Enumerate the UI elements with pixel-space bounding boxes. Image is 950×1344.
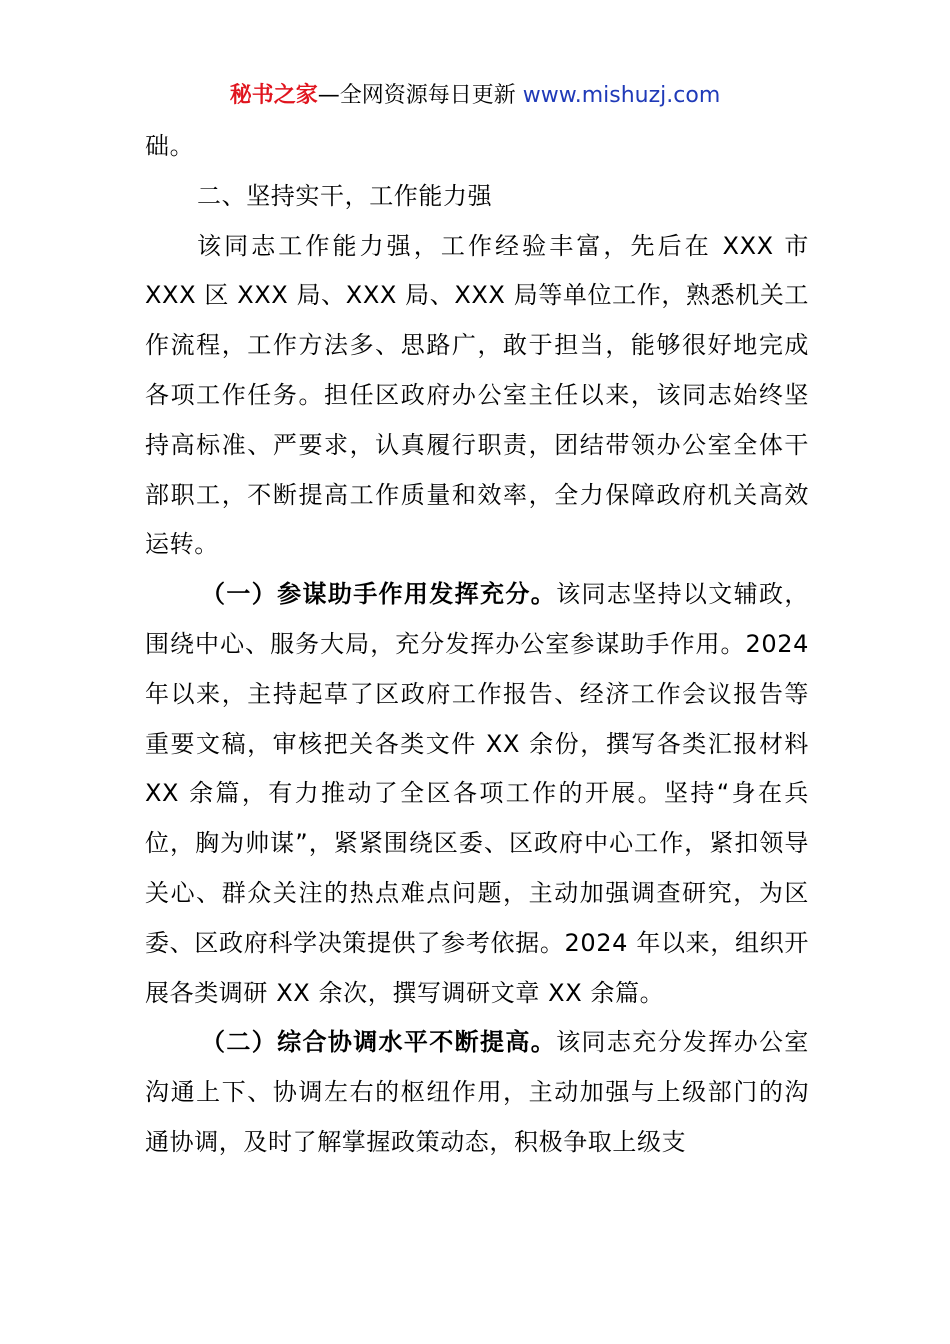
- site-url[interactable]: www.mishuzj.com: [522, 83, 721, 108]
- paragraph-continuation: [145, 122, 809, 172]
- document-body: [145, 122, 809, 1168]
- brand-name: 秘书之家: [229, 83, 318, 108]
- section-heading-text: 二、坚持实干，工作能力强: [197, 181, 493, 210]
- paragraph-text: 础。: [145, 132, 195, 160]
- paragraph: [145, 1018, 809, 1167]
- section-heading: [145, 172, 809, 222]
- paragraph-text: 该同志工作能力强，工作经验丰富，先后在 XXX 市 XXX 区 XXX 局、XXX 局、XXX 局等单位工作，熟悉机关工作流程，工作方法多、思路广，敢于担当，能够很好地完成各项工作任务。担任区政府办公室主任以来，该同志始终坚持高标准、严要求，认真履行职责，团结带领办公室全体干部职工，不断提高工作质量和效率，全力保障政府机关高效运转。: [145, 231, 809, 559]
- tagline: —全网资源每日更新: [317, 83, 516, 108]
- paragraph-text: 该同志充分发挥办公室沟通上下、协调左右的枢纽作用，主动加强与上级部门的沟通协调，及时了解掌握政策动态，积极争取上级支: [145, 1028, 809, 1156]
- subsection-heading: （一）参谋助手作用发挥充分。: [201, 580, 557, 609]
- site-header: [0, 80, 950, 112]
- subsection-heading: （二）综合协调水平不断提高。: [201, 1028, 557, 1057]
- paragraph: [145, 222, 809, 571]
- paragraph: [145, 570, 809, 1018]
- paragraph-text: 该同志坚持以文辅政，围绕中心、服务大局，充分发挥办公室参谋助手作用。2024 年以来，主持起草了区政府工作报告、经济工作会议报告等重要文稿，审核把关各类文件 XX 余份，撰写各类汇报材料 XX 余篇，有力推动了全区各项工作的开展。坚持“身在兵位，胸为帅谋”，紧紧围绕区委、区政府中心工作，紧扣领导关心、群众关注的热点难点问题，主动加强调查研究，为区委、区政府科学决策提供了参考依据。2024 年以来，组织开展各类调研 XX 余次，撰写调研文章 XX 余篇。: [145, 580, 809, 1007]
